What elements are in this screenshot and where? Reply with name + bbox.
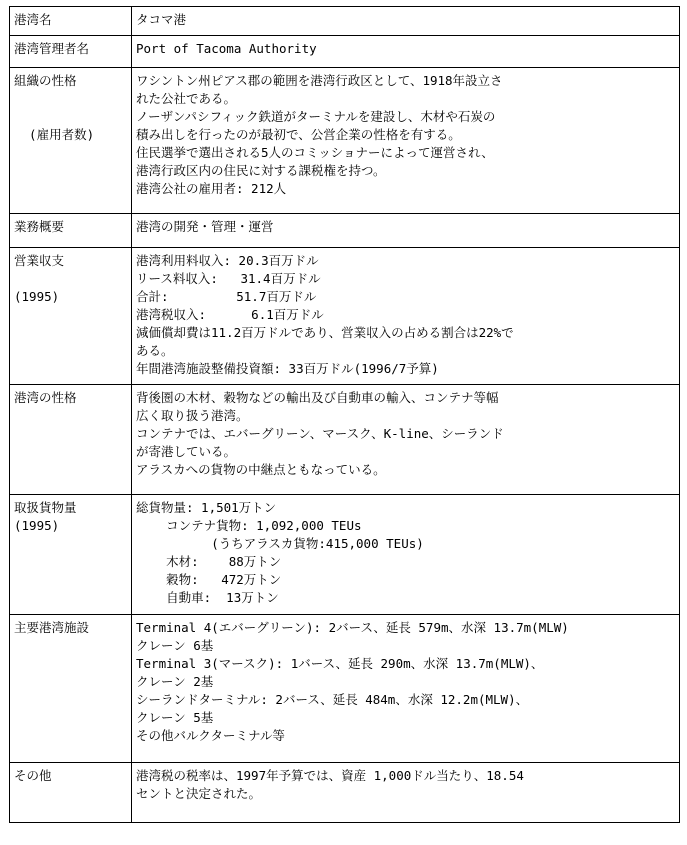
table-row — [10, 214, 680, 248]
table-row — [10, 68, 680, 214]
row-content-cell — [132, 615, 680, 763]
row-label-cell — [10, 248, 132, 385]
row-content-line: 減価償却費は11.2百万ドルであり、営業収入の占める割合は22%で — [136, 325, 514, 340]
row-content-line: リース料収入: 31.4百万ドル — [136, 271, 321, 286]
table-row — [10, 36, 680, 68]
row-label-line: 港湾管理者名 — [14, 41, 90, 56]
row-content-line: アラスカへの貨物の中継点ともなっている。 — [136, 462, 386, 477]
table-row — [10, 385, 680, 495]
table-row — [10, 248, 680, 385]
row-label-line: 業務概要 — [14, 219, 65, 234]
row-content-cell — [132, 385, 680, 495]
row-label-cell — [10, 495, 132, 615]
row-content-line: 広く取り扱う港湾。 — [136, 408, 249, 423]
row-label-line: その他 — [14, 768, 52, 783]
row-label-line: 主要港湾施設 — [14, 620, 90, 635]
row-content-line: 自動車: 13万トン — [136, 590, 279, 605]
row-content-line: 港湾行政区内の住民に対する課税権を持つ。 — [136, 163, 386, 178]
row-content-line: 港湾公社の雇用者: 212人 — [136, 181, 287, 196]
row-content-line: クレーン 6基 — [136, 638, 214, 653]
row-content-line: ある。 — [136, 343, 174, 358]
row-label-cell — [10, 385, 132, 495]
row-content-line: 港湾の開発・管理・運営 — [136, 219, 274, 234]
row-content-cell — [132, 7, 680, 36]
row-content-line: Terminal 4(エバーグリーン): 2バース、延長 579m、水深 13.7m(MLW) — [136, 620, 569, 635]
table-row — [10, 763, 680, 823]
row-content-line: ノーザンパシフィック鉄道がターミナルを建設し、木材や石炭の — [136, 109, 496, 124]
table-row — [10, 495, 680, 615]
row-content-line: コンテナ貨物: 1,092,000 TEUs — [136, 518, 362, 533]
row-content-line: クレーン 5基 — [136, 710, 214, 725]
table-row — [10, 7, 680, 36]
row-label-line: 港湾名 — [14, 12, 52, 27]
row-content-line: 積み出しを行ったのが最初で、公営企業の性格を有する。 — [136, 127, 461, 142]
row-content-line: 港湾税収入: 6.1百万ドル — [136, 307, 324, 322]
row-label-cell — [10, 615, 132, 763]
row-content-line: 住民選挙で選出される5人のコミッショナーによって運営され、 — [136, 145, 494, 160]
row-label-cell — [10, 7, 132, 36]
row-label-line: 営業収支 — [14, 253, 65, 268]
row-content-line: その他バルクターミナル等 — [136, 728, 285, 743]
row-content-cell — [132, 763, 680, 823]
row-label-cell — [10, 36, 132, 68]
row-label-line: 港湾の性格 — [14, 390, 77, 405]
row-content-cell — [132, 68, 680, 214]
row-content-line: タコマ港 — [136, 12, 187, 27]
row-content-cell — [132, 214, 680, 248]
row-content-line: 総貨物量: 1,501万トン — [136, 500, 277, 515]
row-content-line: (うちアラスカ貨物:415,000 TEUs) — [136, 536, 424, 551]
row-content-line: 港湾税の税率は、1997年予算では、資産 1,000ドル当たり、18.54 — [136, 768, 524, 783]
row-content-line: 年間港湾施設整備投資額: 33百万ドル(1996/7予算) — [136, 361, 439, 376]
row-content-line: 港湾利用料収入: 20.3百万ドル — [136, 253, 319, 268]
row-content-line: コンテナでは、エバーグリーン、マースク、K-line、シーランド — [136, 426, 504, 441]
row-content-cell — [132, 248, 680, 385]
port-info-table — [9, 6, 680, 823]
row-label-line — [14, 108, 127, 126]
row-label-line — [14, 270, 127, 288]
row-label-line: (雇用者数) — [14, 127, 95, 142]
row-content-line: が寄港している。 — [136, 444, 237, 459]
row-content-line: Port of Tacoma Authority — [136, 41, 317, 56]
row-content-line: シーランドターミナル: 2バース、延長 484m、水深 12.2m(MLW)、 — [136, 692, 529, 707]
row-content-line: ワシントン州ピアス郡の範囲を港湾行政区として、1918年設立さ — [136, 73, 503, 88]
row-content-line: 合計: 51.7百万ドル — [136, 289, 317, 304]
row-label-line: (1995) — [14, 518, 60, 533]
row-label-cell — [10, 214, 132, 248]
row-content-cell — [132, 36, 680, 68]
row-content-line: Terminal 3(マースク): 1バース、延長 290m、水深 13.7m(MLW)、 — [136, 656, 544, 671]
row-content-line: 木材: 88万トン — [136, 554, 282, 569]
row-label-line: 組織の性格 — [14, 73, 77, 88]
row-content-line: 穀物: 472万トン — [136, 572, 282, 587]
row-content-line: 背後圏の木材、穀物などの輸出及び自動車の輸入、コンテナ等幅 — [136, 390, 499, 405]
row-content-line: クレーン 2基 — [136, 674, 214, 689]
row-content-line: れた公社である。 — [136, 91, 237, 106]
row-content-cell — [132, 495, 680, 615]
row-content-line: セントと決定された。 — [136, 786, 262, 801]
table-row — [10, 615, 680, 763]
row-label-line: 取扱貨物量 — [14, 500, 77, 515]
row-label-cell — [10, 68, 132, 214]
row-label-line: (1995) — [14, 289, 60, 304]
row-label-cell — [10, 763, 132, 823]
row-label-line — [14, 90, 127, 108]
